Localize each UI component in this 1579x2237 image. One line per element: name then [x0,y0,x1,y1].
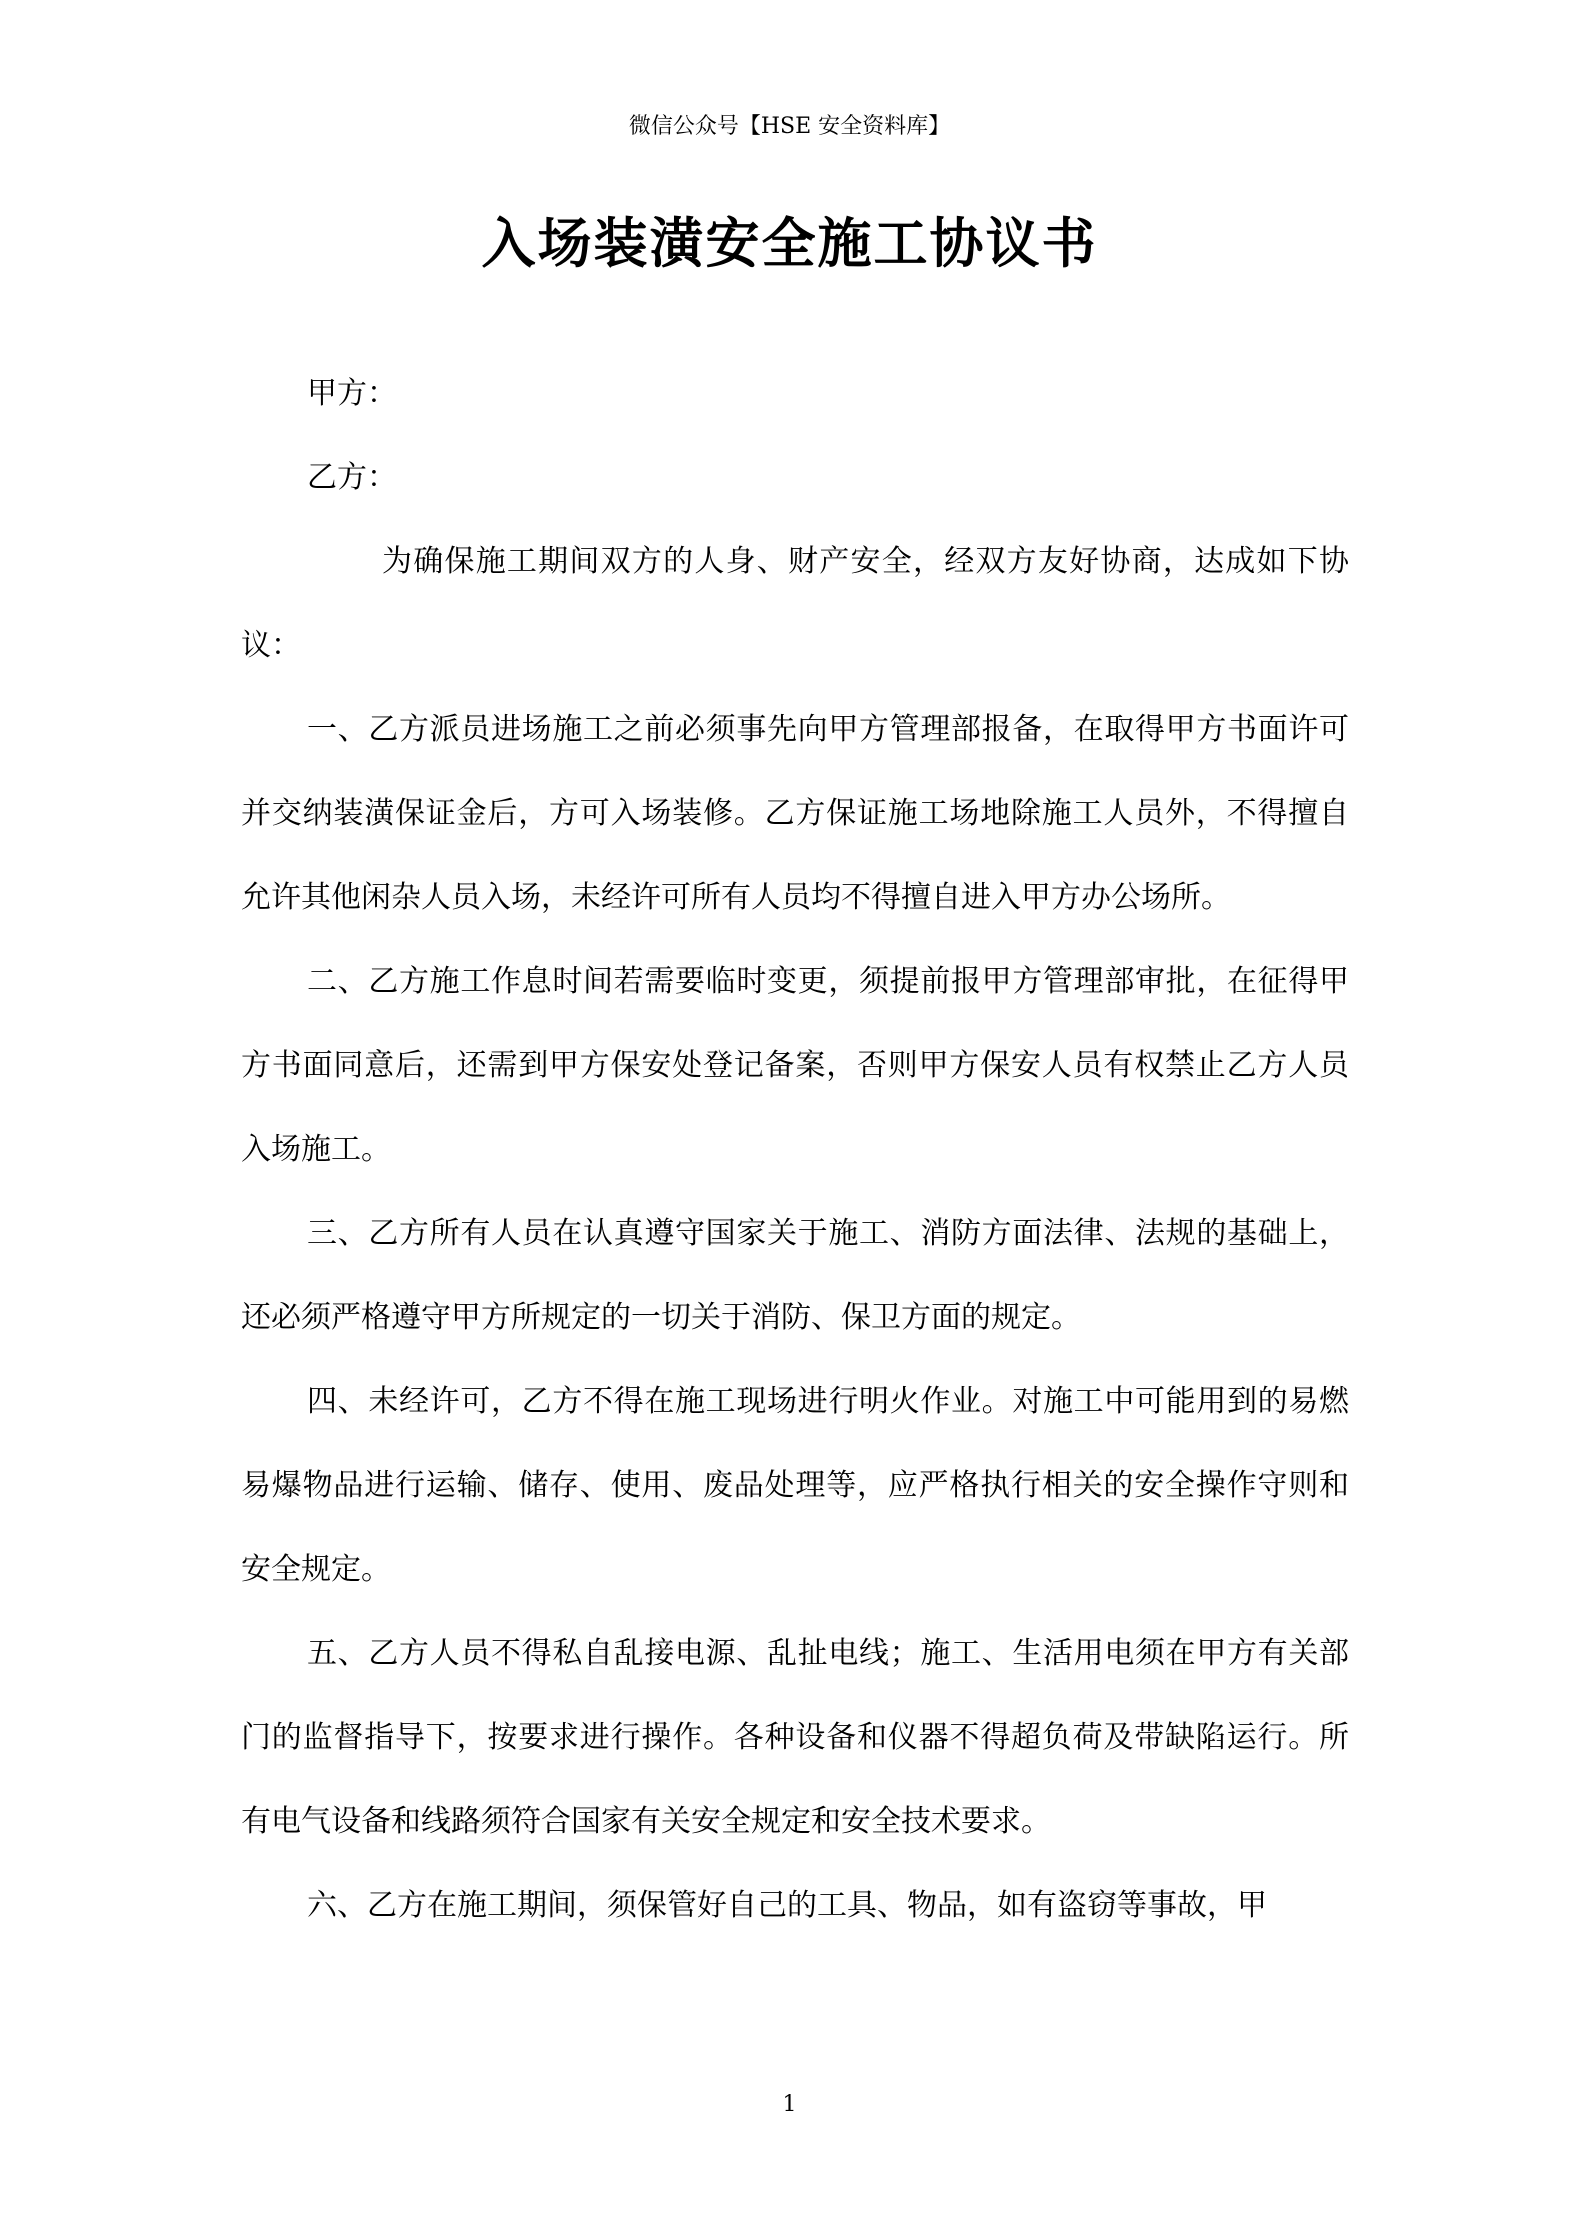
page-header: 微信公众号【HSE 安全资料库】 [628,114,951,139]
page-number: 1 [782,2092,797,2117]
clause-paragraph: 四、未经许可，乙方不得在施工现场进行明火作业。对施工中可能用到的易燃易爆物品进行运输、储存、使用、废品处理等，应严格执行相关的安全操作守则和安全规定。 [241,1384,1349,1587]
clause-paragraph: 三、乙方所有人员在认真遵守国家关于施工、消防方面法律、法规的基础上，还必须严格遵守甲方所规定的一切关于消防、保卫方面的规定。 [241,1216,1349,1335]
clause-paragraph: 五、乙方人员不得私自乱接电源、乱扯电线；施工、生活用电须在甲方有关部门的监督指导下，按要求进行操作。各种设备和仪器不得超负荷及带缺陷运行。所有电气设备和线路须符合国家有关安全规定和安全技术要求。 [241,1636,1349,1839]
document-title: 入场装潢安全施工协议书 [481,211,1098,275]
clause-paragraph: 六、乙方在施工期间，须保管好自己的工具、物品，如有盗窃等事故，甲 [307,1888,1267,1923]
clause-paragraph: 二、乙方施工作息时间若需要临时变更，须提前报甲方管理部审批，在征得甲方书面同意后，还需到甲方保安处登记备案，否则甲方保安人员有权禁止乙方人员入场施工。 [241,964,1349,1167]
party-a-line: 甲方： [307,376,397,411]
intro-paragraph: 为确保施工期间双方的人身、财产安全，经双方友好协商，达成如下协议： [241,544,1349,663]
clause-paragraph: 一、乙方派员进场施工之前必须事先向甲方管理部报备，在取得甲方书面许可并交纳装潢保证金后，方可入场装修。乙方保证施工场地除施工人员外，不得擅自允许其他闲杂人员入场，未经许可所有人员均不得擅自进入甲方办公场所。 [241,712,1349,915]
party-b-line: 乙方： [307,460,397,495]
document-body [241,352,1349,1948]
